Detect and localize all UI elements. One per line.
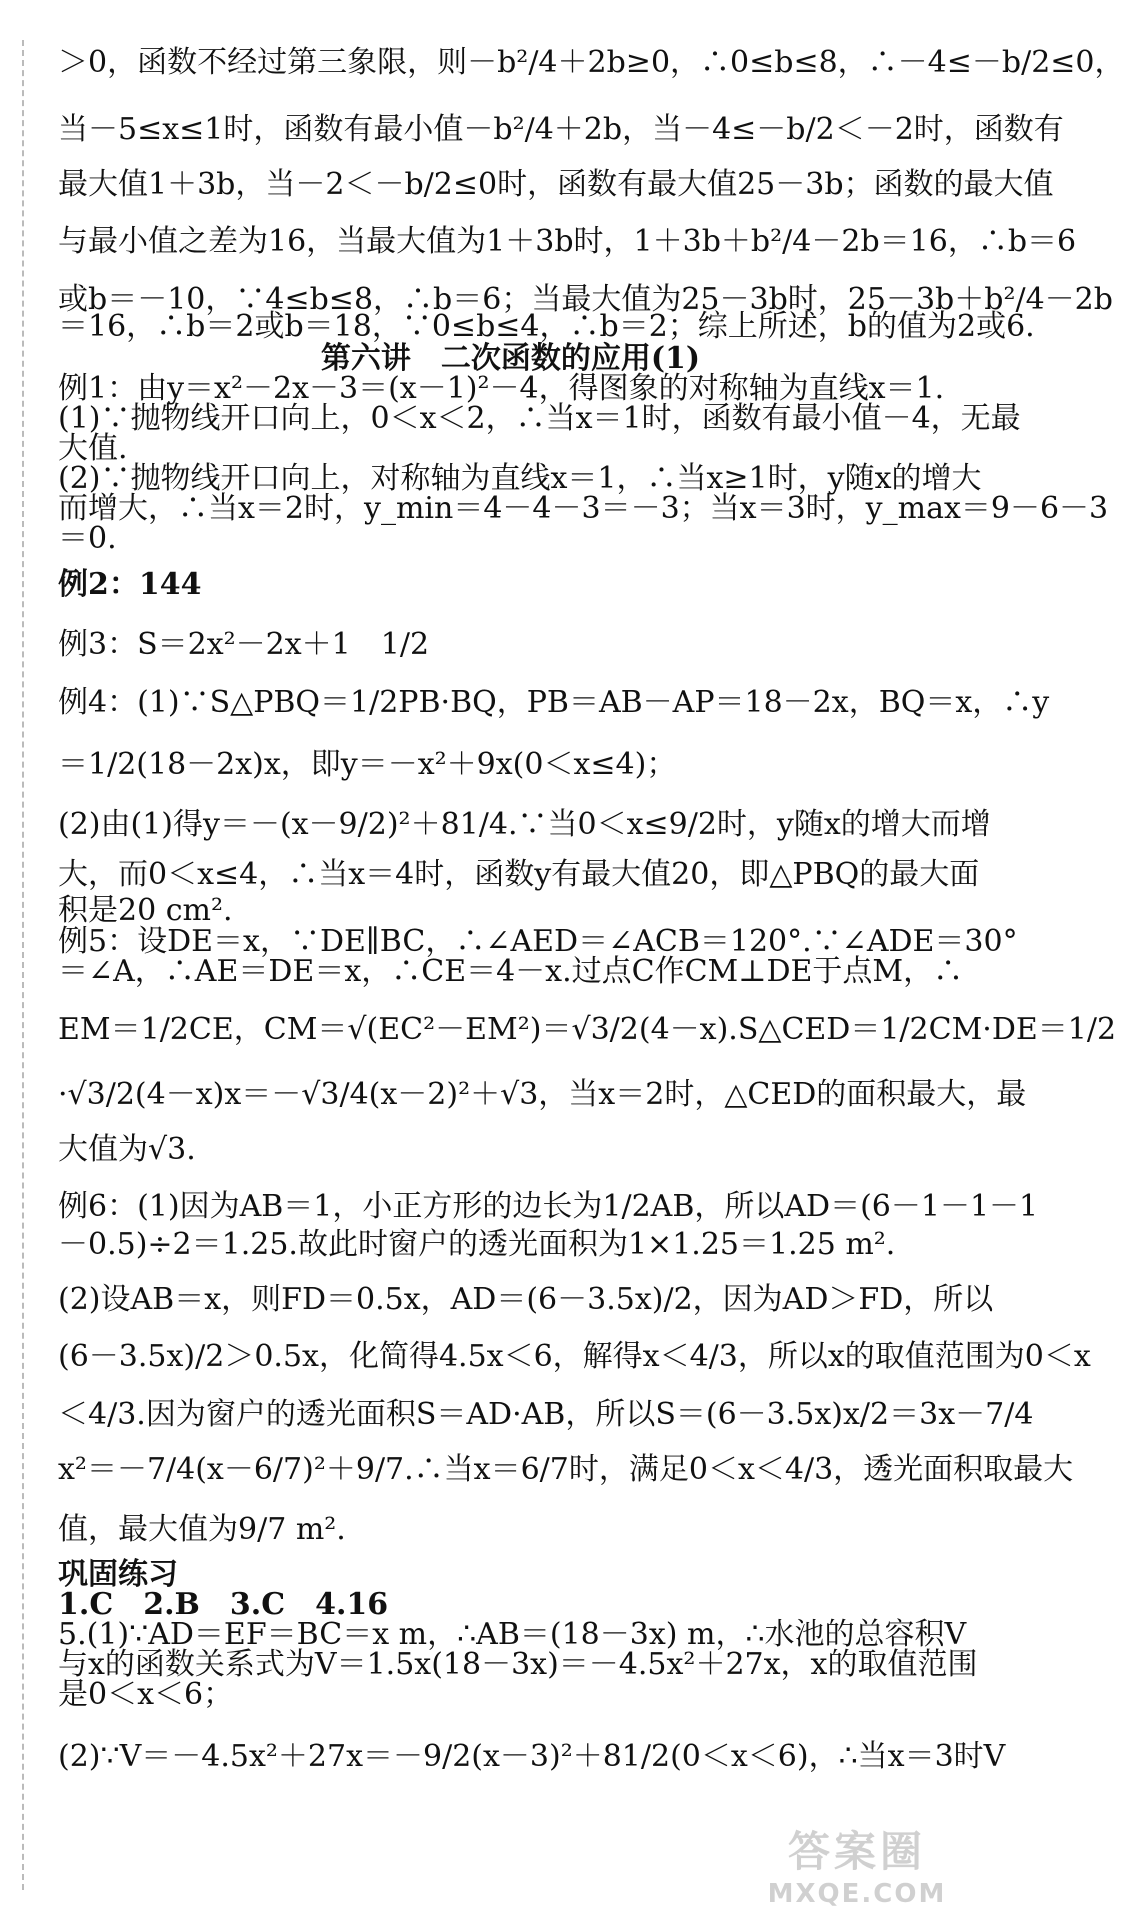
text-line: 5.(1)∵AD＝EF＝BC＝x m，∴AB＝(18－3x) m，∴水池的总容积V [58, 1617, 967, 1652]
text-line: ＝1/2(18－2x)x，即y＝－x²＋9x(0＜x≤4)； [58, 747, 677, 782]
text-line: 值，最大值为9/7 m². [58, 1512, 346, 1547]
text-line: 积是20 cm². [58, 893, 233, 928]
binding-margin-line [22, 40, 24, 1890]
text-line: x²＝－7/4(x－6/7)²＋9/7.∴当x＝6/7时，满足0＜x＜4/3，透光面积取最大 [58, 1452, 1074, 1487]
text-line: 最大值1＋3b，当－2＜－b/2≤0时，函数有最大值25－3b；函数的最大值 [58, 167, 1054, 202]
text-line: 大值. [58, 431, 128, 466]
watermark-url: MXQE.COM [767, 1879, 947, 1909]
text-line: ＝∠A，∴AE＝DE＝x，∴CE＝4－x.过点C作CM⊥DE于点M，∴ [58, 954, 964, 989]
text-line: (2)设AB＝x，则FD＝0.5x，AD＝(6－3.5x)/2，因为AD＞FD，所以 [58, 1282, 994, 1317]
practice-heading: 巩固练习 [58, 1557, 178, 1592]
text-line: (6－3.5x)/2＞0.5x，化简得4.5x＜6，解得x＜4/3，所以x的取值范围为0＜x [58, 1339, 1091, 1374]
text-line: 例3：S＝2x²－2x＋1 1/2 [58, 627, 430, 662]
text-line: (2)∵V＝－4.5x²＋27x＝－9/2(x－3)²＋81/2(0＜x＜6)，∴当x＝3时V [58, 1739, 1006, 1774]
text-line: (2)由(1)得y＝－(x－9/2)²＋81/4.∵当0＜x≤9/2时，y随x的增大而增 [58, 807, 991, 842]
text-line: ＝0. [58, 521, 117, 556]
section-heading: 第六讲 二次函数的应用(1) [320, 341, 701, 376]
text-line: 当－5≤x≤1时，函数有最小值－b²/4＋2b，当－4≤－b/2＜－2时，函数有 [58, 112, 1064, 147]
answers-line: 1.C 2.B 3.C 4.16 [58, 1587, 389, 1622]
text-line: 与x的函数关系式为V＝1.5x(18－3x)＝－4.5x²＋27x，x的取值范围 [58, 1647, 978, 1682]
text-line: 例6：(1)因为AB＝1，小正方形的边长为1/2AB，所以AD＝(6－1－1－1 [58, 1189, 1039, 1224]
text-line: 与最小值之差为16，当最大值为1＋3b时，1＋3b＋b²/4－2b＝16，∴b＝6 [58, 224, 1077, 259]
text-line: (1)∵抛物线开口向上，0＜x＜2，∴当x＝1时，函数有最小值－4，无最 [58, 401, 1021, 436]
text-line: ＞0，函数不经过第三象限，则－b²/4＋2b≥0，∴0≤b≤8，∴－4≤－b/2≤0， [58, 45, 1125, 80]
text-line: 例4：(1)∵S△PBQ＝1/2PB·BQ，PB＝AB－AP＝18－2x，BQ＝x，∴y [58, 685, 1050, 720]
text-line: 例5：设DE＝x，∵DE∥BC，∴∠AED＝∠ACB＝120°.∵∠ADE＝30° [58, 924, 1018, 959]
text-line: 大，而0＜x≤4，∴当x＝4时，函数y有最大值20，即△PBQ的最大面 [58, 857, 980, 892]
text-line: －0.5)÷2＝1.25.故此时窗户的透光面积为1×1.25＝1.25 m². [58, 1227, 896, 1262]
text-line: ·√3/2(4－x)x＝－√3/4(x－2)²＋√3，当x＝2时，△CED的面积最大，最 [58, 1077, 1027, 1112]
site-watermark [732, 1819, 982, 1909]
text-line: 或b＝－10，∵4≤b≤8，∴b＝6；当最大值为25－3b时，25－3b＋b²/4－2b [58, 282, 1113, 317]
watermark-logo-text: 答案圈 [787, 1827, 926, 1876]
text-line: 例1：由y＝x²－2x－3＝(x－1)²－4，得图象的对称轴为直线x＝1. [58, 371, 945, 406]
text-line: ＝16，∴b＝2或b＝18，∵0≤b≤4，∴b＝2；综上所述，b的值为2或6. [58, 309, 1035, 344]
text-line: EM＝1/2CE，CM＝√(EC²－EM²)＝√3/2(4－x).S△CED＝1/2CM·DE＝1/2 [58, 1012, 1117, 1047]
text-line: ＜4/3.因为窗户的透光面积S＝AD·AB，所以S＝(6－3.5x)x/2＝3x－7/4 [58, 1397, 1034, 1432]
example-label: 例2：144 [58, 567, 202, 602]
text-line: (2)∵抛物线开口向上，对称轴为直线x＝1，∴当x≥1时，y随x的增大 [58, 461, 982, 496]
text-line: 而增大，∴当x＝2时，y_min＝4－4－3＝－3；当x＝3时，y_max＝9－6－3 [58, 491, 1109, 526]
text-line: 大值为√3. [58, 1132, 196, 1167]
text-line: 是0＜x＜6； [58, 1677, 234, 1712]
